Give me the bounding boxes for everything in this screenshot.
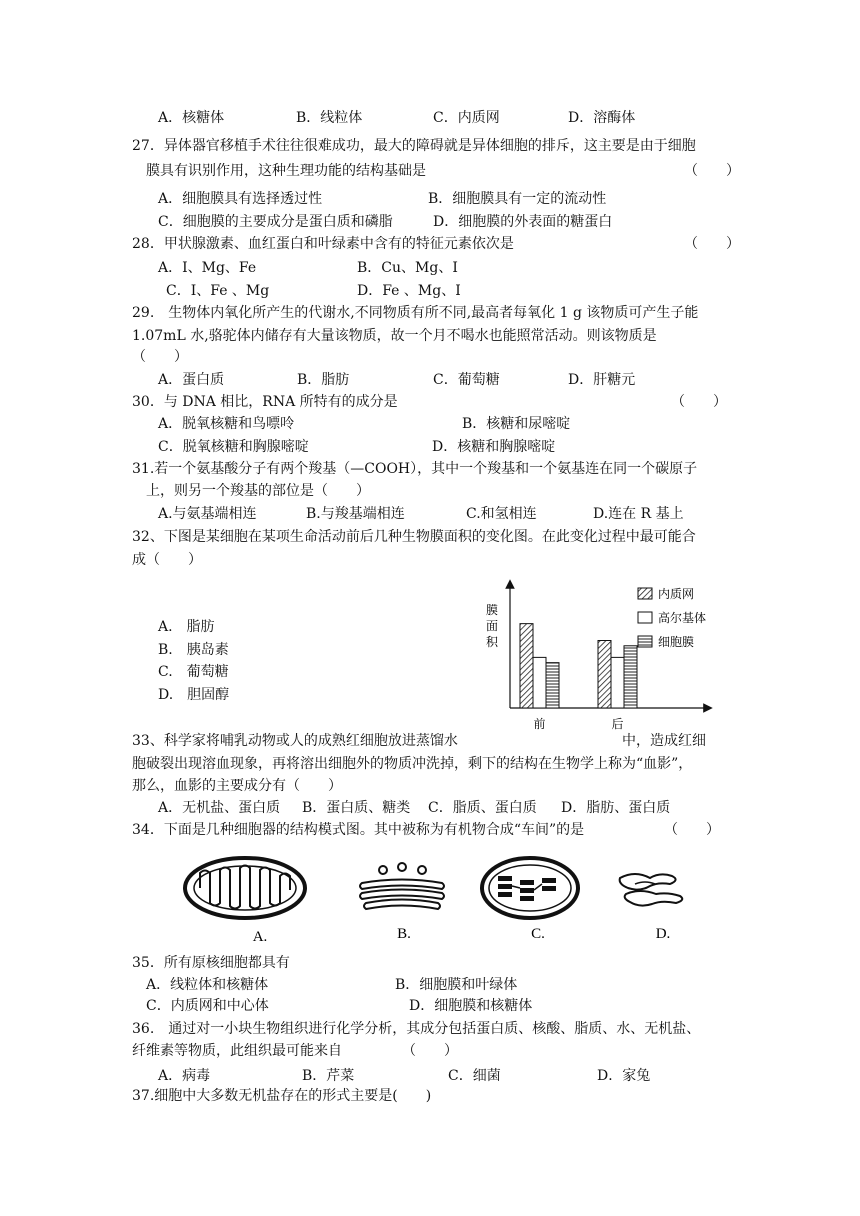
q35-stem: 35．所有原核细胞都具有	[132, 955, 290, 971]
q30-stem: 30．与 DNA 相比，RNA 所特有的成分是	[132, 394, 398, 410]
legend-swatch	[638, 588, 652, 599]
q30-option-a: A．脱氧核糖和鸟嘌呤	[158, 416, 295, 432]
q31-option-a: A.与氨基端相连	[158, 506, 257, 522]
q37-stem: 37.细胞中大多数无机盐存在的形式主要是( )	[132, 1088, 432, 1104]
q33-stem-line2: 胞破裂出现溶血现象，再将溶出细胞外的物质冲洗掉，剩下的结构在生物学上称为“血影”，	[132, 756, 693, 772]
q29-answer-paren: （ ）	[132, 349, 188, 365]
q31-option-b: B.与羧基端相连	[306, 506, 405, 522]
q31-option-c: C.和氢相连	[466, 506, 537, 522]
x-tick-label: 前	[533, 717, 546, 731]
q33-stem-line1a: 33、科学家将哺乳动物或人的成熟红细胞放进蒸馏水	[132, 733, 458, 749]
legend-swatch	[638, 612, 652, 623]
q27-answer-paren: （ ）	[684, 163, 740, 179]
q35-option-b: B．细胞膜和叶绿体	[395, 977, 518, 993]
organelle-diagram	[180, 848, 700, 948]
q27-stem-line2: 膜具有识别作用，这种生理功能的结构基础是	[146, 163, 426, 179]
q31-option-d: D.连在 R 基上	[593, 506, 684, 522]
q28-option-b: B．Cu、Mg、I	[357, 260, 458, 276]
q28-option-c: C．I、Fe 、Mg	[166, 283, 270, 299]
bar-0-1	[598, 641, 611, 708]
membrane-area-chart	[470, 578, 740, 738]
q36-option-d: D．家兔	[597, 1068, 651, 1084]
q36-stem-line1: 36. 通过对一小块生物组织进行化学分析，其成分包括蛋白质、核酸、脂质、水、无机盐、	[132, 1021, 701, 1037]
q36-stem-line2: 纤维素等物质，此组织最可能来自	[132, 1043, 342, 1059]
legend-swatch	[638, 636, 652, 647]
legend-label: 内质网	[658, 587, 695, 601]
q26-option-a: A．核糖体	[158, 110, 225, 126]
y-axis-label-char: 积	[485, 635, 499, 649]
q36-option-b: B．芹菜	[302, 1068, 355, 1084]
legend-label: 高尔基体	[658, 611, 707, 625]
q32-option-c: C. 葡萄糖	[158, 664, 229, 680]
q36-option-a: A．病毒	[158, 1068, 211, 1084]
q26-option-c: C．内质网	[433, 110, 500, 126]
y-axis-label-char: 面	[485, 619, 499, 633]
q29-option-d: D．肝糖元	[568, 372, 636, 388]
q28-option-a: A．I、Mg、Fe	[158, 260, 257, 276]
chloroplast-figure	[482, 858, 578, 918]
q32-option-b: B. 胰岛素	[158, 642, 229, 658]
q33-option-a: A．无机盐、蛋白质	[158, 800, 281, 816]
q28-stem: 28．甲状腺激素、血红蛋白和叶绿素中含有的特征元素依次是	[132, 236, 514, 252]
q29-stem-line2: 1.07mL 水,骆驼体内储存有大量该物质，故一个月不喝水也能照常活动。则该物质是	[132, 328, 657, 344]
x-tick-label: 后	[611, 717, 624, 731]
organelle-label-c: C.	[531, 926, 545, 942]
bar-1-1	[611, 657, 624, 708]
q30-option-d: D．核糖和胸腺嘧啶	[432, 439, 556, 455]
q30-option-b: B．核糖和尿嘧啶	[462, 416, 571, 432]
organelle-label-b: B.	[397, 926, 411, 942]
q34-stem: 34．下面是几种细胞器的结构模式图。其中被称为有机物合成“车间”的是	[132, 822, 585, 838]
q32-stem-line1: 32、下图是某细胞在某项生命活动前后几种生物膜面积的变化图。在此变化过程中最可能合	[132, 529, 696, 545]
organelle-label-d: D.	[655, 926, 671, 942]
q35-option-d: D．细胞膜和核糖体	[409, 998, 533, 1014]
q35-option-c: C．内质网和中心体	[146, 998, 269, 1014]
q33-option-c: C．脂质、蛋白质	[428, 800, 537, 816]
q29-option-c: C．葡萄糖	[433, 372, 500, 388]
q27-option-c: C．细胞膜的主要成分是蛋白质和磷脂	[158, 214, 393, 230]
bar-2-0	[546, 663, 559, 708]
q26-option-b: B．线粒体	[296, 110, 363, 126]
q30-option-c: C．脱氧核糖和胸腺嘧啶	[158, 439, 309, 455]
q31-stem-line2: 上，则另一个羧基的部位是（ ）	[146, 483, 370, 499]
q32-stem-line2: 成（ ）	[132, 552, 202, 568]
endoplasmic-reticulum-figure	[620, 874, 683, 906]
legend-label: 细胞膜	[658, 635, 695, 649]
q33-stem-line3: 那么，血影的主要成分有（ ）	[132, 778, 342, 794]
y-axis-label-char: 膜	[485, 603, 499, 617]
q27-option-a: A．细胞膜具有选择透过性	[158, 191, 323, 207]
q36-option-c: C．细菌	[448, 1068, 501, 1084]
q27-option-d: D．细胞膜的外表面的糖蛋白	[433, 214, 613, 230]
golgi-figure	[360, 863, 444, 909]
q34-answer-paren: （ ）	[664, 822, 720, 838]
q36-answer-paren: （ ）	[402, 1043, 458, 1059]
bar-2-1	[624, 646, 637, 708]
q27-stem-line1: 27．异体器官移植手术往往很难成功，最大的障碍就是异体细胞的排斥，这主要是由于细胞	[132, 138, 696, 154]
q33-stem-line1b: 中，造成红细	[622, 733, 706, 749]
q32-option-a: A. 脂肪	[158, 619, 215, 635]
q29-option-b: B．脂肪	[297, 372, 350, 388]
q33-option-d: D．脂肪、蛋白质	[561, 800, 671, 816]
q29-option-a: A．蛋白质	[158, 372, 225, 388]
bar-0-0	[520, 624, 533, 708]
organelle-label-a: A.	[252, 929, 268, 945]
q28-option-d: D．Fe 、Mg、I	[357, 283, 461, 299]
q27-option-b: B．细胞膜具有一定的流动性	[428, 191, 607, 207]
q31-stem-line1: 31.若一个氨基酸分子有两个羧基（—COOH），其中一个羧基和一个氨基连在同一个碳原子	[132, 461, 698, 477]
q35-option-a: A．线粒体和核糖体	[146, 977, 269, 993]
q26-option-d: D．溶酶体	[568, 110, 636, 126]
mitochondrion-figure	[185, 858, 305, 918]
q33-option-b: B．蛋白质、糖类	[302, 800, 411, 816]
q30-answer-paren: （ ）	[671, 394, 727, 410]
q29-stem-line1: 29. 生物体内氧化所产生的代谢水,不同物质有所不同,最高者每氧化 1 g 该物质可产生子能	[132, 305, 699, 321]
q28-answer-paren: （ ）	[684, 236, 740, 252]
bar-1-0	[533, 657, 546, 708]
q32-option-d: D. 胆固醇	[158, 687, 230, 703]
